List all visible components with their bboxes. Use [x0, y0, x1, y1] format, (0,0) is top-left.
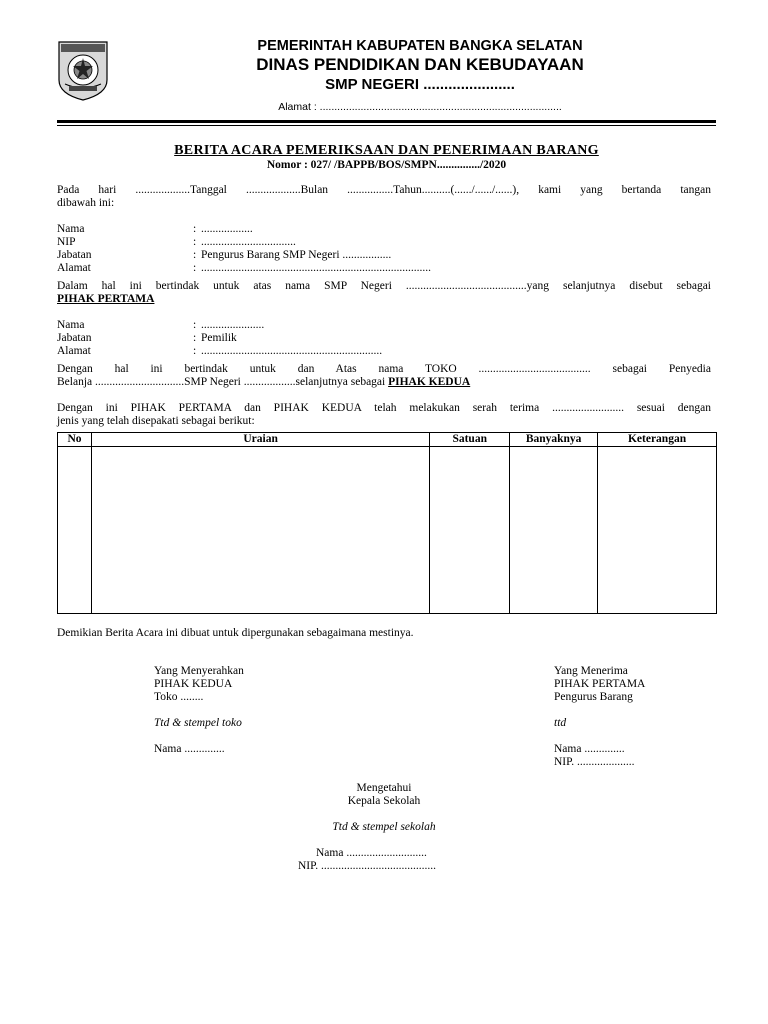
- intro-line-2: dibawah ini:: [57, 197, 115, 209]
- sign-right-party: PIHAK PERTAMA: [554, 678, 646, 690]
- document-title: BERITA ACARA PEMERIKSAAN DAN PENERIMAAN BARANG: [174, 143, 599, 158]
- cell-satuan[interactable]: [430, 447, 510, 614]
- sign-right-position: Pengurus Barang: [554, 691, 633, 703]
- header-school: SMP NEGERI ......................: [325, 76, 515, 93]
- sign-left-stamp: Ttd & stempel toko: [154, 717, 242, 729]
- p1-alamat-value: ................................................................................: [201, 262, 431, 274]
- p2-alamat-colon: :: [193, 345, 197, 357]
- cell-keterangan[interactable]: [598, 447, 717, 614]
- p1-nama-value: ..................: [201, 223, 253, 235]
- p1-jabatan-label: Jabatan: [57, 249, 92, 261]
- p1-nip-colon: :: [193, 236, 197, 248]
- p1-jabatan-value: Pengurus Barang SMP Negeri .................: [201, 249, 392, 261]
- col-header-uraian: Uraian: [91, 433, 429, 447]
- sign-left-name: Nama ..............: [154, 743, 225, 755]
- regency-logo: [57, 40, 109, 102]
- intro-line-1: Pada hari ...................Tanggal ...................Bulan ................Tahun..........(....../....../......), kami yang bertanda tangan: [57, 184, 711, 196]
- p1-party-label: PIHAK PERTAMA: [57, 293, 155, 305]
- sign-center-position: Kepala Sekolah: [347, 795, 421, 807]
- p2-statement-line-2: [57, 376, 470, 388]
- sign-center-nip: NIP. ........................................: [298, 860, 437, 872]
- handover-line-2: jenis yang telah disepakati sebagai berikut:: [57, 415, 255, 427]
- p2-nama-colon: :: [193, 319, 197, 331]
- header-address: Alamat : ...................................................................................: [278, 101, 562, 113]
- col-header-no: No: [58, 433, 92, 447]
- cell-no[interactable]: [58, 447, 92, 614]
- p2-statement-line-1: Dengan hal ini bertindak untuk dan Atas nama TOKO ....................................... sebagai Penyedia: [57, 363, 711, 375]
- p1-statement: Dalam hal ini bertindak untuk atas nama SMP Negeri ..........................................yang selanjutnya disebut sebagai: [57, 280, 711, 292]
- p1-jabatan-colon: :: [193, 249, 197, 261]
- p2-jabatan-value: Pemilik: [201, 332, 237, 344]
- p2-alamat-label: Alamat: [57, 345, 91, 357]
- p1-nama-label: Nama: [57, 223, 85, 235]
- p1-nip-value: .................................: [201, 236, 296, 248]
- sign-left-role: Yang Menyerahkan: [154, 665, 244, 677]
- p2-jabatan-label: Jabatan: [57, 332, 92, 344]
- sign-center-stamp: Ttd & stempel sekolah: [332, 821, 436, 833]
- col-header-banyaknya: Banyaknya: [510, 433, 598, 447]
- handover-line-1: Dengan ini PIHAK PERTAMA dan PIHAK KEDUA telah melakukan serah terima ......................... sesuai dengan: [57, 402, 711, 414]
- header-divider-thick: [57, 120, 716, 123]
- sign-left-party: PIHAK KEDUA: [154, 678, 233, 690]
- cell-banyaknya[interactable]: [510, 447, 598, 614]
- shield-emblem-icon: [57, 40, 109, 102]
- header-department: DINAS PENDIDIKAN DAN KEBUDAYAAN: [256, 55, 584, 74]
- p1-alamat-label: Alamat: [57, 262, 91, 274]
- table-header-row: [58, 433, 717, 447]
- sign-center-name: Nama ............................: [316, 847, 427, 859]
- col-header-satuan: Satuan: [430, 433, 510, 447]
- table-row: [58, 447, 717, 614]
- items-table: [57, 432, 717, 614]
- cell-uraian[interactable]: [91, 447, 429, 614]
- header-divider-thin: [57, 125, 716, 126]
- p2-party-label: PIHAK KEDUA: [388, 376, 471, 388]
- col-header-keterangan: Keterangan: [598, 433, 717, 447]
- sign-left-store: Toko ........: [154, 691, 204, 703]
- p2-nama-label: Nama: [57, 319, 85, 331]
- p2-jabatan-colon: :: [193, 332, 197, 344]
- p1-nip-label: NIP: [57, 236, 76, 248]
- p1-nama-colon: :: [193, 223, 197, 235]
- closing-statement: Demikian Berita Acara ini dibuat untuk dipergunakan sebagaimana mestinya.: [57, 627, 414, 639]
- sign-right-role: Yang Menerima: [554, 665, 628, 677]
- sign-center-acknowledge: Mengetahui: [356, 782, 412, 794]
- header-government: PEMERINTAH KABUPATEN BANGKA SELATAN: [257, 38, 583, 54]
- p2-nama-value: ......................: [201, 319, 265, 331]
- p2-statement-text: Belanja ...............................SMP Negeri ..................selanjutnya sebagai: [57, 376, 389, 388]
- document-number: Nomor : 027/ /BAPPB/BOS/SMPN.............../2020: [266, 159, 507, 171]
- p2-alamat-value: ...............................................................: [201, 345, 383, 357]
- sign-right-name: Nama ..............: [554, 743, 625, 755]
- sign-right-nip: NIP. ....................: [554, 756, 635, 768]
- sign-right-signature: ttd: [554, 717, 567, 729]
- p1-alamat-colon: :: [193, 262, 197, 274]
